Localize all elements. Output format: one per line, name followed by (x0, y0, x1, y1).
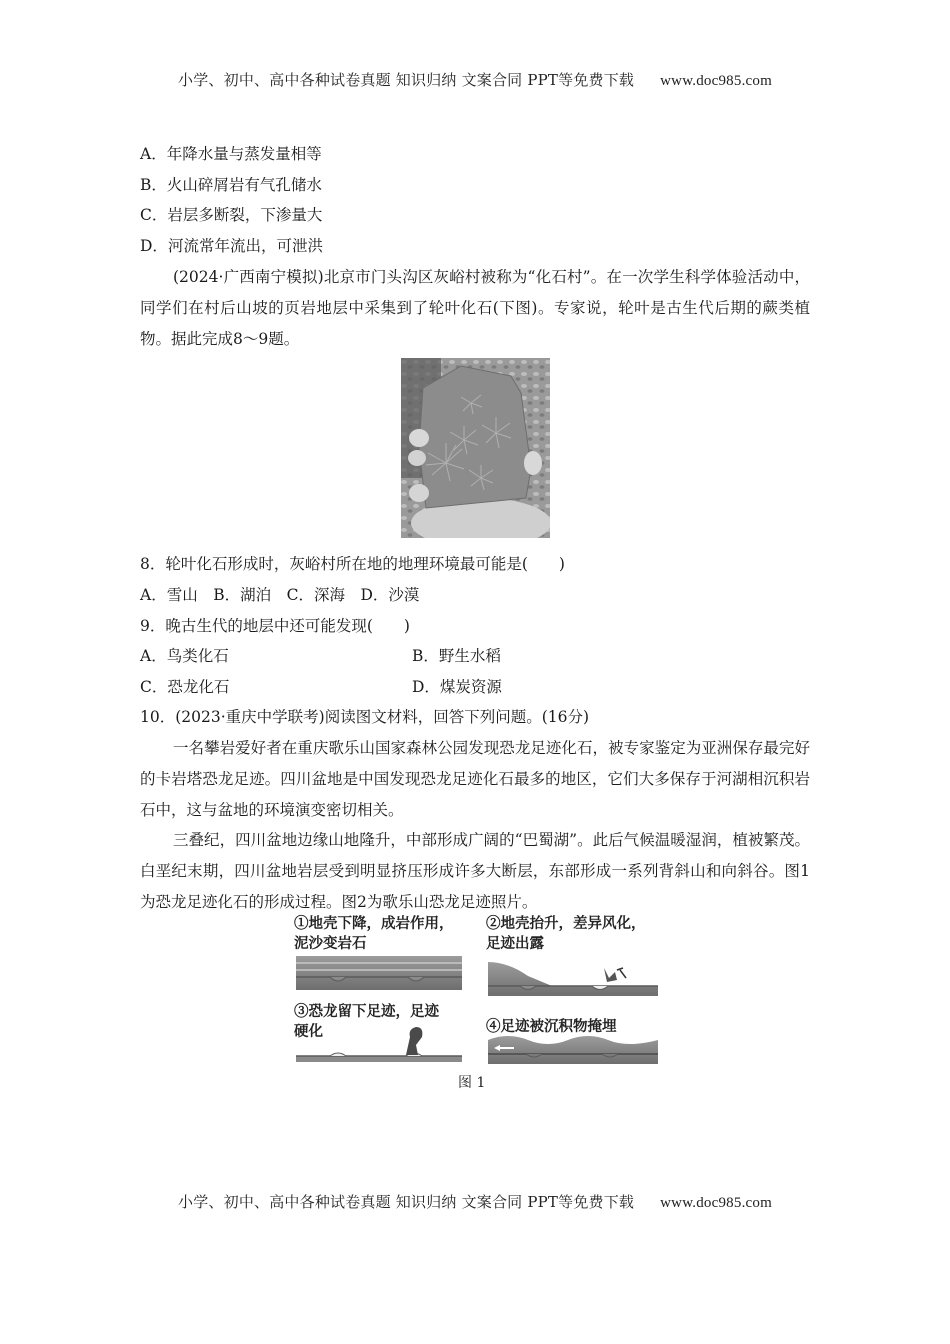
panel-2-weathering-icon (488, 962, 658, 996)
panel-3-footprint-icon (296, 1027, 462, 1062)
option-letter: D． (140, 237, 168, 255)
footer-url[interactable]: www.doc985.com (660, 1195, 772, 1211)
q9-option-c: C．恐龙化石 (140, 678, 230, 696)
q9-stem: 9．晚古生代的地层中还可能发现( ) (140, 617, 410, 635)
option-text: 年降水量与蒸发量相等 (166, 145, 322, 163)
q10-paragraph-1: 一名攀岩爱好者在重庆歌乐山国家森林公园发现恐龙足迹化石，被专家鉴定为亚洲保存最完好的卡岩塔恐龙足迹。四川盆地是中国发现恐龙足迹化石最多的地区，它们大多保存于河湖相沉积岩石中，这与盆地的环境演变密切相关。 (140, 739, 810, 819)
q10-paragraph-2: 三叠纪，四川盆地边缘山地隆升，中部形成广阔的“巴蜀湖”。此后气候温暖湿润，植被繁茂。白垩纪末期，四川盆地岩层受到明显挤压形成许多大断层，东部形成一系列背斜山和向斜谷。图1为恐龙足迹化石的形成过程。图2为歌乐山恐龙足迹照片。 (140, 831, 810, 911)
caption-line: ④足迹被沉积物掩埋 (486, 1018, 617, 1035)
caption-line: ③恐龙留下足迹，足迹 (294, 1003, 439, 1020)
caption-line: ②地壳抬升，差异风化， (486, 915, 646, 932)
panel-1-strata-icon (296, 956, 462, 990)
option-letter: B． (140, 176, 167, 194)
panel-4-buried-icon (488, 1036, 658, 1064)
passage-8-9: (2024·广西南宁模拟)北京市门头沟区灰峪村被称为“化石村”。在一次学生科学体验活动中，同学们在村后山坡的页岩地层中采集到了轮叶化石(下图)。专家说，轮叶是古生代后期的蕨类植物。据此完成8～9题。 (140, 268, 810, 348)
page-footer (0, 1191, 950, 1212)
prev-option-b (140, 175, 322, 195)
option-letter: C． (140, 206, 168, 224)
page-header (0, 69, 950, 90)
caption-line: ①地壳下降，成岩作用， (294, 915, 454, 932)
footer-text: 小学、初中、高中各种试卷真题 知识归纳 文案合同 PPT等免费下载 (178, 1193, 635, 1211)
figure-1-label: 图 1 (458, 1075, 486, 1091)
q10-stem: 10．(2023·重庆中学联考)阅读图文材料，回答下列问题。(16分) (140, 708, 590, 726)
q9-option-b: B．野生水稻 (412, 647, 501, 665)
option-letter: A． (140, 145, 167, 163)
q9-option-d: D．煤炭资源 (412, 678, 502, 696)
caption-line: 泥沙变岩石 (294, 935, 367, 952)
figure-1-diagram (290, 910, 660, 1070)
option-text: 岩层多断裂，下渗量大 (167, 206, 323, 224)
fossil-photo-image (401, 358, 550, 538)
prev-option-d (140, 236, 323, 256)
caption-line: 足迹出露 (486, 935, 544, 952)
header-text: 小学、初中、高中各种试卷真题 知识归纳 文案合同 PPT等免费下载 (178, 71, 635, 89)
q9-option-a: A．鸟类化石 (140, 647, 229, 665)
option-text: 河流常年流出，可泄洪 (167, 237, 323, 255)
header-url[interactable]: www.doc985.com (660, 73, 772, 89)
figure-1 (290, 910, 660, 1090)
q8-stem: 8．轮叶化石形成时，灰峪村所在地的地理环境最可能是( ) (140, 555, 565, 573)
option-text: 火山碎屑岩有气孔储水 (166, 176, 322, 194)
fossil-photo (401, 358, 550, 538)
prev-option-a (140, 144, 322, 164)
caption-line: 硬化 (294, 1023, 323, 1040)
q8-options: A．雪山 B．湖泊 C．深海 D．沙漠 (140, 586, 420, 604)
prev-option-c (140, 205, 322, 225)
